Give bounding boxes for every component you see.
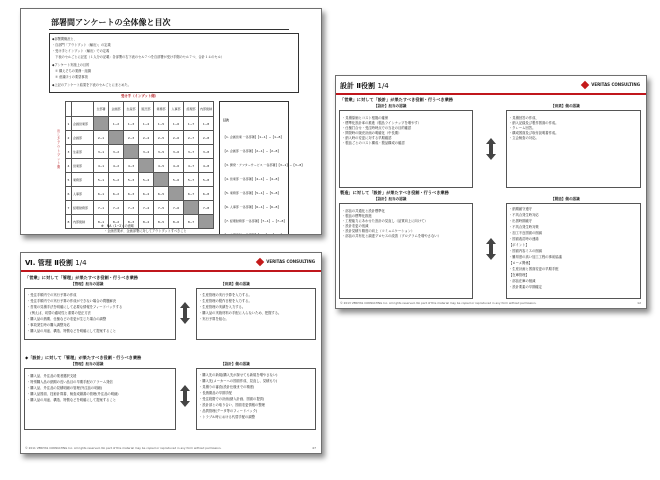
matrix-header: 受け手（インプット側） bbox=[121, 94, 159, 98]
list-item: ・標準化設計率の推進（製品ラインナップを増やす） bbox=[342, 121, 421, 125]
double-arrow-icon bbox=[485, 238, 497, 260]
matrix-cell: 1−5 bbox=[154, 117, 169, 131]
intro-line: ② 意識ほうの要望事項 bbox=[52, 75, 88, 79]
double-arrow-icon bbox=[179, 385, 191, 407]
list-item: ・設計部との取り合い、図面変更情報の整理 bbox=[199, 403, 265, 407]
matrix-cell: 5−7 bbox=[184, 173, 199, 187]
list-item: ・部品在庫の削減 bbox=[509, 279, 536, 283]
list-item: ・納入記録及び製作図面の作成。 bbox=[509, 121, 559, 125]
diamond-logo-icon bbox=[256, 258, 264, 266]
list-item: ・出図時期厳守 bbox=[509, 219, 533, 223]
toc-item: 【8. 内部統制 一各部署】【8−1】−【8−8】 bbox=[223, 233, 284, 235]
matrix-row-label: 内部統制 bbox=[72, 215, 94, 229]
matrix-cell: 3−1 bbox=[94, 145, 109, 159]
matrix-cell: 7−3 bbox=[124, 201, 139, 215]
matrix-cell: 8−5 bbox=[154, 215, 169, 229]
matrix-row-index: 5 bbox=[66, 173, 72, 187]
toc-header: 目次 bbox=[223, 118, 230, 122]
intro-line: ・自部門「アウトプット（輸出）」の定義 bbox=[52, 43, 111, 47]
slide-management-role bbox=[20, 252, 322, 454]
list-item: ・製品の標準化推進 bbox=[342, 214, 372, 218]
matrix-cell: 5−3 bbox=[124, 173, 139, 187]
title-text: 管理 Ⅱ役割 bbox=[37, 259, 73, 267]
left-column-label: 【設計】担当の認識 bbox=[374, 104, 407, 108]
matrix-cell: 8−4 bbox=[139, 215, 154, 229]
list-item: ・納期厳守遵守 bbox=[509, 207, 533, 211]
list-item: ・生産管理の実行予算を入力する。 bbox=[199, 293, 252, 297]
matrix-row-label: 企画営業部 bbox=[72, 117, 94, 131]
right-column-label: 【設計】側の認識 bbox=[221, 362, 250, 366]
list-item: ・不具合発生時対応 bbox=[509, 213, 539, 217]
matrix-cell: 1−6 bbox=[169, 117, 184, 131]
matrix-cell: 8−1 bbox=[94, 215, 109, 229]
matrix-cell bbox=[169, 187, 184, 201]
matrix-row-index: 6 bbox=[66, 187, 72, 201]
matrix-cell bbox=[199, 215, 214, 229]
matrix-cell: 5−4 bbox=[139, 173, 154, 187]
matrix-cell: 1−8 bbox=[199, 117, 214, 131]
matrix-row-label: 企画部 bbox=[72, 131, 94, 145]
matrix-cell: 6−8 bbox=[199, 187, 214, 201]
matrix-cell: 3−4 bbox=[139, 145, 154, 159]
matrix-cell: 2−1 bbox=[94, 131, 109, 145]
brand-logo bbox=[582, 82, 640, 88]
matrix-row-index: 3 bbox=[66, 145, 72, 159]
copyright-footer: © 2011 VERITAS CONSULTING Inc. All rights reserved. No part of this material may be copied or reproduced in any form without permission. bbox=[25, 446, 222, 450]
list-item: ・購入品、外注品の業者選択支援 bbox=[27, 374, 77, 378]
left-pane bbox=[339, 203, 473, 299]
list-item: ・仕様打合せ・受注時時点での当社の目的確認 bbox=[342, 126, 412, 130]
list-item: ・構成図面及び取付説明書作成。 bbox=[509, 131, 559, 135]
matrix-row-index: 4 bbox=[66, 159, 72, 173]
list-item: ・立会検査の対応。 bbox=[509, 136, 539, 140]
matrix-cell: 6−1 bbox=[94, 187, 109, 201]
matrix-row-index: 8 bbox=[66, 215, 72, 229]
list-item: ・購入先(メーカーへの図面作成、見直し、見積もり) bbox=[199, 379, 278, 383]
matrix-col-header: 生産部 bbox=[124, 102, 139, 117]
matrix-cell: 4−8 bbox=[199, 159, 214, 173]
matrix-corner bbox=[72, 102, 94, 117]
list-item: ・図面改訂時の連絡 bbox=[509, 237, 539, 241]
list-item: ・購入品図面、技術計算書、検査成績書の管理(外注品の明細) bbox=[27, 392, 119, 396]
list-item: ・不具合発生時対策 bbox=[509, 225, 539, 229]
header-bar bbox=[21, 270, 321, 272]
list-item: ・納入時の変更に対する早期確認 bbox=[342, 136, 392, 140]
list-item: 【ローメ関係】 bbox=[509, 261, 532, 265]
right-pane bbox=[506, 203, 641, 299]
matrix-col-header: 販売部 bbox=[139, 102, 154, 117]
matrix-cell: 3−5 bbox=[154, 145, 169, 159]
matrix-cell: 5−6 bbox=[169, 173, 184, 187]
intro-line: ・受け手とインプット（輸出）での定義 bbox=[52, 49, 110, 53]
matrix-col-header: 経理部 bbox=[184, 102, 199, 117]
matrix-cell: 5−8 bbox=[199, 173, 214, 187]
matrix-cell: 4−6 bbox=[169, 159, 184, 173]
list-item: ・工程能力にあわせた設計の見直し（品質向上に向けて） bbox=[342, 219, 428, 223]
matrix-col-header: 業務部 bbox=[154, 102, 169, 117]
chapter-number: Ⅵ. bbox=[25, 259, 36, 267]
toc-item: 【5. 業務部 一各部署】【5−1】−【5−8】 bbox=[223, 191, 281, 195]
list-item: ・トラブル時における代替手配の調整 bbox=[199, 415, 255, 419]
right-column-label: 【製造】側の認識 bbox=[551, 197, 580, 201]
matrix-cell: 4−3 bbox=[124, 159, 139, 173]
matrix-cell: 1−4 bbox=[139, 117, 154, 131]
toc-item: 【1. 企画営業 一各部署】【1−1】−【1−8】 bbox=[223, 135, 284, 139]
list-item: ・生産管理の製作日程を入力する。 bbox=[199, 299, 252, 303]
list-item: ・実行予算を組む。 bbox=[199, 317, 229, 321]
matrix-cell: 6−7 bbox=[184, 187, 199, 201]
matrix-row-index: 1 bbox=[66, 117, 72, 131]
matrix-cell: 2−3 bbox=[124, 131, 139, 145]
matrix-row-index: 2 bbox=[66, 131, 72, 145]
list-item: ・生産管理の実績を入力する。 bbox=[199, 305, 246, 309]
intro-line: ① 構えそちの業務・組織 bbox=[52, 69, 91, 73]
list-item: ・購入品の実施材料の手配に入らないため、把握する。 bbox=[199, 311, 282, 315]
matrix-cell bbox=[109, 131, 124, 145]
matrix-row-label: 生産部 bbox=[72, 145, 94, 159]
toc-item: 【4. 営業部 一各部署】【4−1】−【4−8】 bbox=[223, 177, 281, 181]
section-heading: ◆「設計」に対して「管理」が果たすべき役割・行うべき業務 bbox=[25, 355, 142, 360]
toc-item: 【3. 開発・アフターサービス 一各部署】【3−1】−【3−8】 bbox=[223, 163, 305, 167]
right-pane bbox=[196, 288, 316, 340]
list-item: ・事故発生時の購入調整対応 bbox=[27, 323, 70, 327]
slide-title bbox=[25, 258, 87, 268]
matrix-cell: 4−7 bbox=[184, 159, 199, 173]
header-bar bbox=[336, 93, 646, 95]
matrix-cell: 2−8 bbox=[199, 131, 214, 145]
copyright-footer: © 2013 VERITAS CONSULTING Inc. All rights reserved. No part of this material may be copied or reproduced in any form without permission. bbox=[340, 301, 537, 305]
list-item: ・加工不良図面の削減 bbox=[509, 231, 542, 235]
matrix-cell: 1−2 bbox=[109, 117, 124, 131]
note-line: ※ NA（1−2）の意味 bbox=[101, 224, 135, 228]
list-item: ・クレーム回答。 bbox=[509, 126, 536, 130]
matrix-cell: 7−4 bbox=[139, 201, 154, 215]
matrix-row-label: 業務部 bbox=[72, 173, 94, 187]
list-item: ・購入品の納期、仕様などの変更が生じた場合の調整 bbox=[27, 317, 107, 321]
matrix-cell: 8−6 bbox=[169, 215, 184, 229]
slide-overview bbox=[20, 8, 322, 235]
list-item: 【ポイント】 bbox=[509, 243, 529, 247]
list-item: ・特別購入品の納期の長い品目の早期手配のアラーム発信 bbox=[27, 380, 113, 384]
matrix-col-header: 全部署 bbox=[94, 102, 109, 117]
toc-box bbox=[219, 101, 305, 235]
matrix-cell: 6−4 bbox=[139, 187, 154, 201]
matrix-cell: 3−7 bbox=[184, 145, 199, 159]
matrix-cell: 3−2 bbox=[109, 145, 124, 159]
matrix-cell bbox=[94, 117, 109, 131]
matrix-cell: 7−2 bbox=[109, 201, 124, 215]
matrix-col-header: 人事部 bbox=[169, 102, 184, 117]
matrix-cell: 3−8 bbox=[199, 145, 214, 159]
matrix-cell: 6−3 bbox=[124, 187, 139, 201]
right-column-label: 【営業】側の認識 bbox=[551, 104, 580, 108]
matrix-cell bbox=[139, 159, 154, 173]
right-column-label: 【営業】側の認識 bbox=[221, 282, 250, 286]
matrix-cell: 4−2 bbox=[109, 159, 124, 173]
matrix-col-header: 内部統制 bbox=[199, 102, 214, 117]
list-item: ・見積原価とコスト根拠の確保 bbox=[342, 116, 389, 120]
list-item: ・購入品、外注品の見積明細の管理(外注品の明細) bbox=[27, 386, 103, 390]
page-number: 12 bbox=[637, 301, 641, 305]
list-item: ・見積回答の作成、 bbox=[509, 116, 539, 120]
list-item: ・受注段階での計画(納入計画、図面の提供) bbox=[199, 397, 265, 401]
list-item: ・製品ごとのコスト構成・製品構成の確認 bbox=[342, 141, 405, 145]
left-pane bbox=[24, 288, 176, 340]
list-item: ・部品の共通化と設計標準化 bbox=[342, 209, 385, 213]
matrix-cell: 8−3 bbox=[124, 215, 139, 229]
list-item: ・図面内容ミスの削減 bbox=[509, 249, 542, 253]
list-item: ・品質管理(データ等のフィードバック) bbox=[199, 409, 258, 413]
note-line: ・企画営業が、企画部署に対してアウトプットすべきこと bbox=[101, 229, 187, 233]
matrix-cell: 7−6 bbox=[169, 201, 184, 215]
matrix-cell bbox=[184, 201, 199, 215]
matrix-cell: 4−5 bbox=[154, 159, 169, 173]
intro-line: ◆部署間概況と、 bbox=[52, 37, 77, 41]
matrix-cell: 8−2 bbox=[109, 215, 124, 229]
left-column-label: 【設計】担当の認識 bbox=[374, 197, 407, 201]
slide-design-role bbox=[335, 75, 647, 309]
matrix-cell: 5−1 bbox=[94, 173, 109, 187]
list-item: 【在庫管理】 bbox=[509, 273, 529, 277]
toc-item: 【6. 人事部 一各部署】【6−1】−【6−8】 bbox=[223, 205, 281, 209]
matrix-cell: 7−8 bbox=[199, 201, 214, 215]
double-arrow-icon bbox=[179, 302, 191, 324]
page-indicator: 1/4 bbox=[377, 82, 389, 90]
page-number: 47 bbox=[312, 446, 316, 450]
matrix-cell: 8−7 bbox=[184, 215, 199, 229]
list-item: ・購入先の新規(購入先が探せても新規を増やさない) bbox=[199, 373, 278, 377]
brand-name: VERITAS CONSULTING bbox=[266, 259, 315, 264]
right-pane bbox=[196, 368, 316, 430]
toc-item: 【7. 経理財務部 一各部署】【7−1】−【7−8】 bbox=[223, 219, 287, 223]
intro-line: ◆上記のアンケート結果を下表のセルごとにまとめた。 bbox=[52, 83, 131, 87]
list-item: ・購入品の用途、構造、特徴などを明確にして提案すること bbox=[27, 398, 117, 402]
matrix-row-label: 営業部 bbox=[72, 159, 94, 173]
matrix-cell: 2−5 bbox=[154, 131, 169, 145]
list-item: ・受注手順内での実行予算の作成ができない場合の問題解決 bbox=[27, 299, 117, 303]
left-pane bbox=[24, 368, 176, 430]
brand-name: VERITAS CONSULTING bbox=[591, 82, 640, 87]
list-item: ・生産計画と図面変更の早期手配 bbox=[509, 267, 559, 271]
title-text: 設計 Ⅱ役割 bbox=[340, 82, 376, 90]
matrix-row-label: 人事部 bbox=[72, 187, 94, 201]
matrix-cell: 1−3 bbox=[124, 117, 139, 131]
list-item: (例えば、切替の適切性と重要の是正方法 bbox=[27, 311, 91, 315]
list-item: ・見積りの審査(設計仕様までの精度) bbox=[199, 385, 255, 389]
matrix-row-label: 経理財務部 bbox=[72, 201, 94, 215]
matrix-cell: 3−6 bbox=[169, 145, 184, 159]
matrix-cell: 4−1 bbox=[94, 159, 109, 173]
list-item: ・設計要素の早期確定 bbox=[509, 285, 542, 289]
section-heading: 製造」に対して「設計」が果たすべき役割・行うべき業務 bbox=[340, 190, 449, 195]
list-item: ・部品の共有化と調達プロセスの改善（プログラムを増やさない） bbox=[342, 234, 441, 238]
left-pane bbox=[339, 110, 473, 188]
matrix-row-index: 7 bbox=[66, 201, 72, 215]
list-item: ・長納期品の早期手配 bbox=[199, 391, 232, 395]
intro-line: 下表のセルごとに記述（１人分の記載：各部署の右下表のセル７つを自部署が受け手側のセル７つ、合計１４のセル） bbox=[52, 55, 224, 59]
intro-box bbox=[49, 33, 299, 93]
list-item: ・難易度の高い加工工程の事前協議 bbox=[509, 255, 562, 259]
matrix-cell bbox=[154, 173, 169, 187]
matrix-cell bbox=[124, 145, 139, 159]
list-item: ・受注手順内での実行予算の作成 bbox=[27, 293, 77, 297]
matrix-cell: 7−1 bbox=[94, 201, 109, 215]
slide-title bbox=[340, 81, 389, 91]
left-column-label: 【管理】担当の認識 bbox=[71, 282, 104, 286]
page-indicator: 1/4 bbox=[75, 259, 87, 267]
toc-item: 【2. 企画部 一各部署】【2−1】−【2−8】 bbox=[223, 149, 281, 153]
matrix-cell: 7−5 bbox=[154, 201, 169, 215]
matrix-cell: 6−2 bbox=[109, 187, 124, 201]
list-item: ・開発時の販売計画の明確化（中長期） bbox=[342, 131, 402, 135]
matrix-vertical-label: 出しそアウトプット側 bbox=[57, 129, 61, 169]
matrix-cell: 2−7 bbox=[184, 131, 199, 145]
left-column-label: 【管理】担当の認識 bbox=[71, 362, 104, 366]
double-arrow-icon bbox=[485, 138, 497, 160]
brand-logo bbox=[257, 259, 315, 265]
matrix-cell: 6−5 bbox=[154, 187, 169, 201]
right-pane bbox=[506, 110, 641, 188]
slide-title: 部署間アンケートの全体像と目次 bbox=[51, 18, 171, 27]
list-item: ・購入品の用途、構造、特徴などを明確にして提案すること bbox=[27, 329, 117, 333]
matrix-cell: 1−7 bbox=[184, 117, 199, 131]
matrix-cell: 2−6 bbox=[169, 131, 184, 145]
section-heading: 「営業」に対して「設計」が果たすべき役割・行うべき業務 bbox=[340, 97, 453, 102]
list-item: ・設計変更の低減 bbox=[342, 224, 369, 228]
list-item: ・営業の見積手法を明確にして必要な情報をフィードバックする bbox=[27, 305, 123, 309]
list-item: ・設計見積り精度の向上（コミュニケーション） bbox=[342, 229, 415, 233]
intro-line: ◆アンケート実施上の目的 bbox=[52, 63, 90, 67]
title-rule bbox=[49, 29, 289, 30]
department-matrix bbox=[65, 101, 214, 229]
matrix-cell: 5−2 bbox=[109, 173, 124, 187]
diamond-logo-icon bbox=[581, 81, 589, 89]
section-heading: 「営業」に対して「管理」が果たすべき役割・行うべき業務 bbox=[25, 275, 138, 280]
matrix-cell: 2−4 bbox=[139, 131, 154, 145]
matrix-col-header: 企画部 bbox=[109, 102, 124, 117]
